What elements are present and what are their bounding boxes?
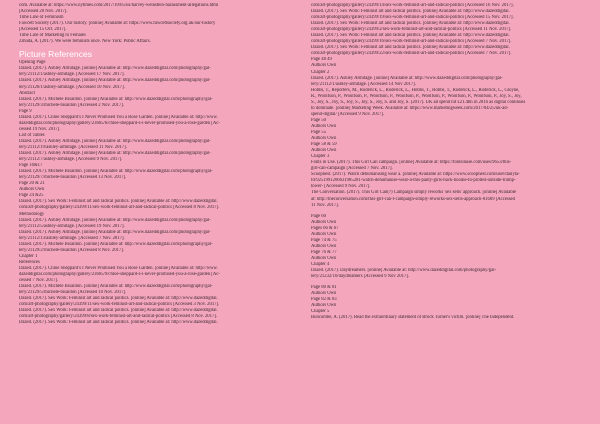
reference-line: Opening Page — [19, 60, 46, 66]
reference-line: Page 82 & 83 — [311, 297, 337, 303]
reference-line: com/art-photography/gallery/24399/16/sex-work-feminist-art-and-radical-politics [Accessed 7 Nov. 2017]. — [311, 39, 512, 45]
reference-line: Dazed. (2017). Ashley Armitage. [online] Available at: http://www.dazeddigital.com/photography/gal- — [19, 138, 211, 144]
reference-line: Chapter 1 — [19, 253, 38, 259]
reference-line: Dazed. (2017). Ashley Armitage. [online] Available at: http://www.dazeddigital.com/photography/gal- — [311, 75, 503, 81]
reference-line: Dazed. (2017). Michele Bisaillon. [online] Available at: http://www.dazeddigital.com/photography/gal- — [19, 284, 213, 290]
reference-line: lery/21112/13/ashley-armitage. [Accessed 7 Nov. 2017]. — [19, 235, 125, 241]
reference-line: Chapter 5 — [311, 309, 330, 315]
reference-line: com/art-photography/gallery/24399/11/sex-work-feminist-art-and-radical-politics [Accessed 3 Nov. 2017]. — [19, 302, 220, 308]
reference-line: Fonts in Use. (2017). This Girl Can campaign. [online] Available at: https://fontsinuse.com/uses/9653/this- — [311, 160, 512, 166]
reference-line: com/art-photography/gallery/24399/22/sex-work-feminist-art-and-radical-politics [Accessed 7 Nov. 2017]. — [311, 51, 512, 57]
left-column — [19, 3, 297, 326]
reference-line: lery/21112/1/ashley-armitage. [Accessed 14 Nov 2017]. — [311, 81, 416, 87]
reference-line: lery/21129/5/michele-bisaillon [Accessed 10 Nov. 2017]. — [19, 290, 127, 296]
reference-line: Page 20 & 21 — [19, 181, 45, 187]
reference-line: Authors Own — [311, 303, 337, 309]
reference-line: Chapter 2 — [311, 69, 330, 75]
reference-line: com/art-photography/gallery/24399/8/sex-work-feminist-art-and-radical-politics [Accessed 8 Nov. 2017]. — [19, 314, 218, 320]
reference-line: Authors Own — [311, 123, 337, 129]
reference-line: R., Woolfson, P., Woolfson, P., Woolfson, P., Woolfson, P., Woolfson, P., Woolfson, P., Woolfson, P., Joy, S., Joy, — [311, 93, 522, 99]
reference-line: Dazed. (2017). Sex Work: Feminist art and radical politics. [online] Available at: http://www.dazeddigital. — [311, 45, 510, 51]
reference-line: Page 80 & 81 — [311, 285, 337, 291]
reference-line: Authors Own — [311, 136, 337, 142]
reference-line: Fawcett Society (2017). Our history. [online] Available at: https://www.fawcettsociety.org.uk/our-history — [19, 21, 216, 27]
reference-line: to dominate. [online] Marketing Week. Available at: https://www.marketingweek.com/2017/04/25/uk-ad- — [311, 105, 509, 111]
bibliography-continued — [19, 3, 297, 45]
reference-line: Dazed. (2017). Sex Work: Feminist art and radical politics. [online] Available at: http://www.dazeddigital. — [311, 21, 510, 27]
reference-line: Authors Own — [19, 187, 45, 193]
reference-line: lery/21112/19/ashley-armitage. [Accessed 11 Nov. 2017]. — [19, 144, 127, 150]
reference-line: Dazed. (2017). Ashley Armitage. [online] Available at: http://www.dazeddigital.com/photography/gal- — [19, 151, 211, 157]
reference-line: com/art-photography/gallery/24399/2/sex-work-feminist-art-and-radical-politics [Accessed 11 Nov. 2017]. — [311, 27, 512, 33]
reference-line: cessed 19 Nov. 2017]. — [19, 126, 61, 132]
reference-line: Dazed. (2017). Michele Bisaillon. [online] Available at: http://www.dazeddigital.com/photography/gal- — [19, 241, 213, 247]
reference-line: Dazed. (2017). Sex Work: Feminist art and radical politics. [online] Available at: http://www.dazeddigital. — [19, 296, 218, 302]
reference-line: Page 48 49 — [311, 57, 332, 63]
reference-line: Methodology — [19, 211, 45, 217]
reference-line: Page 76 & 77 — [311, 249, 337, 255]
reference-line: Dazed. (2017). Chloe Sheppard's I Never Promised You a Rose Garden. [online] Available at: http://www. — [19, 265, 218, 271]
reference-line: lery/21112/5/ashley-armitage. [Accessed 19 Nov. 2017]. — [19, 223, 125, 229]
reference-line: girl-can-campaign [Accessed 7 Nov. 2017]. — [311, 166, 393, 172]
reference-line: [Accessed 15 Oct. 2017]. — [19, 27, 67, 33]
reference-line: Dazed. (2017). Sex Work: Feminist art and radical politics. [online] Available at: http://www.dazeddigital. — [19, 320, 218, 326]
reference-line: Dazed. (2017). Daydreamers. [online] Available at: http://www.dazeddigital.com/photography/gal- — [311, 268, 497, 274]
reference-line: Authors Own — [311, 219, 337, 225]
picture-references-heading: Picture References — [19, 49, 93, 60]
reference-line: Dazed. (2017). Sex Work: Feminist art and radical politics. [online] Available at: http://www.dazeddigital. — [311, 33, 510, 39]
reference-line: Dazed. (2017). Ashley Armitage. [online] Available at: http://www.dazeddigital.com/photography/gal- — [19, 66, 211, 72]
reference-line: com. Available at: https://www.nytimes.com/2017/10/05/us/harvey-weinstein-harassment-allegations.html — [19, 3, 219, 8]
reference-line: Authors Own — [311, 291, 337, 297]
reference-line: Chapter 4 — [311, 261, 330, 267]
reference-line: Dazed. (2017). Ashley Armitage. [online] Available at: http://www.dazeddigital.com/photography/gal- — [19, 229, 211, 235]
reference-line: Authors Own — [311, 243, 337, 249]
reference-line: Authors Own — [311, 255, 337, 261]
reference-line: lery/21112/1/ashley-armitage. [Accessed 17 Nov. 2017]. — [19, 72, 125, 78]
reference-line: at: http://theconversation.com/this-girl-can-t-campaign-simply-reworks-sex-sells-approach-81609 [Accessed — [311, 196, 515, 202]
picture-references-continued — [311, 3, 589, 209]
reference-line: Hobbs, T., Reporters, M., Roderick, L., Roderick, L., Hobbs, T., Hobbs, T., Roderick, L., Roderick, L., Gloyne, — [311, 87, 520, 93]
reference-line: Scoopnest. (2017). Watch dehumanising wear a. [online] Available at: https://www.scoopnest.com/user/dailyta- — [311, 172, 520, 178]
reference-line: Dazed. (2017). Chloe Sheppard's I Never Promised You a Rose Garden. [online] Available at: http://www. — [19, 114, 218, 120]
reference-line: Authors Own — [311, 231, 337, 237]
reference-line: tower- [Accessed 9 Nov. 2017]. — [311, 184, 371, 190]
reference-line: Time Line of Feminism — [19, 15, 64, 21]
reference-line: lery/21129/7/michele-bisaillon [Accessed 13 Nov. 2017]. — [19, 175, 127, 181]
reference-line: dazeddigital.com/photography/gallery/23605/6/chloe-sheppard-s-i-never-promised-you-a-rose-garden [Ac- — [19, 120, 220, 126]
reference-line: lery/21129/3/michele-bisaillon [Accessed 2 Nov. 2017]. — [19, 102, 124, 108]
reference-line: Page 55 — [311, 129, 326, 135]
reference-line: Authors Own — [311, 63, 337, 69]
reference-line: com/art-photography/gallery/24399/14/sex-work-feminist-art-and-radical-politics [Accessed 16 Nov. 2017]. — [311, 3, 514, 8]
reference-line: Abstract — [19, 90, 35, 96]
picture-references-chapter-5 — [311, 285, 589, 321]
reference-line: lery/21126/1/ashley-armitage. [Accessed 10 Nov. 2017]. — [19, 84, 125, 90]
reference-line: cessed 7 Nov. 2017]. — [19, 278, 59, 284]
reference-line: Page 9 — [19, 108, 32, 114]
right-column — [311, 3, 589, 321]
reference-line: References — [19, 259, 40, 265]
reference-line: fd/9251991206631985281-watch-dehumanise-wear-a-this-panty-girls-back-hoodie-to-protest-outside-trump- — [311, 178, 516, 184]
reference-line: List of Tables — [19, 132, 45, 138]
reference-line: Time Line of Marketing to Females — [19, 33, 86, 39]
reference-line: Page 58 & 59 — [311, 142, 337, 148]
reference-line: Chapter 3 — [311, 154, 330, 160]
reference-line: lery/21232/10/daydreamers [Accessed 9 Nov 2017]. — [311, 274, 410, 280]
reference-line: com/art-photography/gallery/24399/11/sex-work-feminist-art-and-radical-politics [Accessed 8 Nov. 2017]. — [19, 205, 220, 211]
reference-line: Page 74 & 75 — [311, 237, 337, 243]
reference-line: Buncombe, A. (2017). Read the extraordinary statement of Brock Turner's victim. [online] The Independent. — [311, 315, 515, 321]
reference-line: Dazed. (2017). Sex Work: Feminist art and radical politics. [online] Available at: http://www.dazeddigital. — [311, 9, 510, 15]
reference-line: Dazed. (2017). Ashley Armitage. [online] Available at: http://www.dazeddigital.com/photography/gal- — [19, 78, 211, 84]
reference-line: com/art-photography/gallery/24399/19/sex-work-feminist-art-and-radical-politics [Accessed 15 Nov. 2017]. — [311, 15, 514, 21]
reference-line: spend-digital/ [Accessed 9 Nov. 2017]. — [311, 111, 385, 117]
reference-line: Page 24 &25 — [19, 193, 44, 199]
picture-references-list — [19, 60, 297, 326]
reference-line: Dazed. (2017). Sex Work: Feminist art and radical politics. [online] Available at: http://www.dazeddigital. — [19, 308, 218, 314]
reference-line: Dazed. (2017). Sex Work: Feminist art and radical politics. [online] Available at: http://www.dazeddigital. — [19, 199, 218, 205]
reference-line: Authors Own — [311, 148, 337, 154]
reference-line: Page 50 — [311, 117, 326, 123]
reference-line: Dazed. (2017). Michele Bisaillon. [online] Available at: http://www.dazeddigital.com/photography/gal- — [19, 169, 213, 175]
reference-line: The Conversation. (2017). This Girl Can(?) Campaign simply reworks 'sex sells' approach. [online] Available — [311, 190, 517, 196]
reference-line: Page 16&17 — [19, 163, 43, 169]
reference-line: lery/21112/7/ashley-armitage. [Accessed 9 Nov. 2017]. — [19, 157, 123, 163]
picture-references-chapter-4 — [311, 214, 589, 281]
reference-line: Page 60 — [311, 213, 326, 219]
reference-line: S., Joy, S., Joy, S., Joy, S., Joy, S., Joy, S. and Joy, S. (2017). UK ad spend hit £21.4bn in 2016 as digital continues — [311, 99, 526, 105]
reference-line: lery/21129/2/michele-bisaillon [Accessed 8 Nov. 2017]. — [19, 247, 124, 253]
reference-line: [Accessed 20 Nov. 2017]. — [19, 9, 68, 15]
reference-line: 11 Nov. 2017]. — [311, 202, 339, 208]
reference-line: Dazed. (2017). Michele Bisaillon. [online] Available at: http://www.dazeddigital.com/photography/gal- — [19, 96, 213, 102]
reference-line: Dazed. (2017). Ashley Armitage. [online] Available at: http://www.dazeddigital.com/photography/gal- — [19, 217, 211, 223]
reference-line: dazeddigital.com/photography/gallery/23605/9/chloe-sheppard-s-i-never-promised-you-a-rose-garden [Ac- — [19, 271, 220, 277]
reference-line: Zmuda, A. (2017). We were feminists once. New York: Public Affairs. — [19, 39, 151, 45]
reference-line: Pages 66 & 67 — [311, 225, 339, 231]
